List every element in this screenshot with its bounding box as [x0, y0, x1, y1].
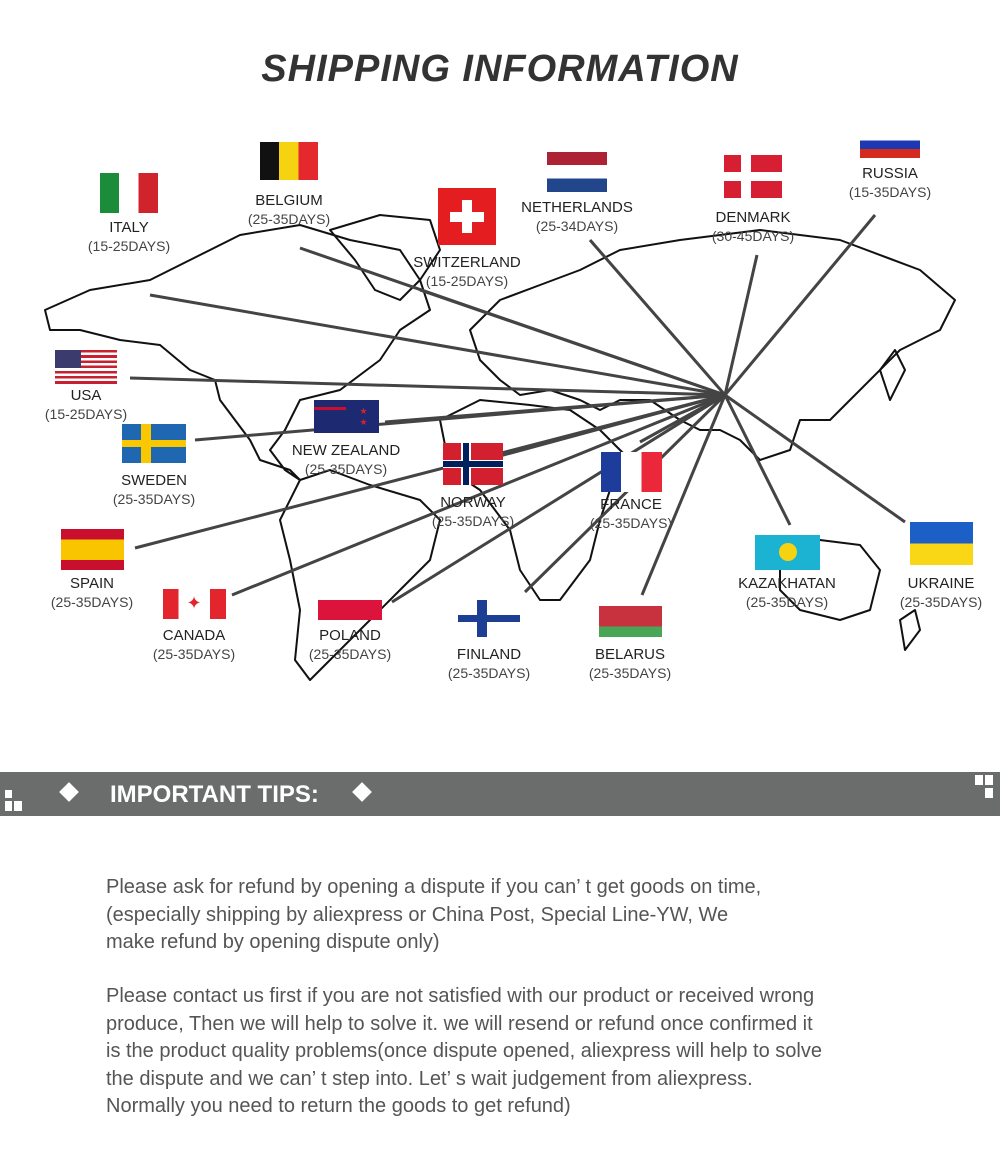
delivery-days: (25-35DAYS) [308, 646, 392, 662]
flag-sweden-icon [122, 424, 186, 463]
flag-france-icon [601, 452, 662, 492]
flag-denmark-icon [724, 155, 782, 198]
delivery-days: (15-35DAYS) [848, 184, 932, 200]
delivery-days: (15-25DAYS) [44, 406, 128, 422]
tip-line: Please contact us first if you are not satisfied with our product or received wrong [106, 985, 815, 1007]
flag-russia-icon [860, 132, 920, 158]
new-zealand-outline [900, 610, 920, 650]
flag-italy-icon [100, 173, 158, 213]
tip-paragraph-refund [106, 874, 936, 957]
country-name: NORWAY [440, 494, 506, 511]
country-name: USA [70, 387, 102, 404]
square-deco-icon [14, 801, 22, 811]
delivery-days: (25-35DAYS) [247, 211, 331, 227]
country-name: FINLAND [456, 646, 522, 663]
delivery-days: (25-35DAYS) [112, 491, 196, 507]
country-name: DENMARK [715, 209, 791, 226]
country-name: BELGIUM [255, 192, 323, 209]
delivery-days: (25-35DAYS) [431, 513, 515, 529]
important-tips-bar [0, 772, 1000, 816]
square-deco-icon [5, 801, 12, 811]
delivery-days: (15-25DAYS) [87, 238, 171, 254]
flag-canada-icon: ✦ [163, 589, 226, 619]
square-deco-icon [975, 775, 983, 785]
tip-line: the dispute and we can’ t step into. Let’ s wait judgement from aliexpress. [106, 1067, 753, 1090]
country-name: ITALY [109, 219, 149, 236]
flag-usa-icon [55, 350, 117, 384]
country-name: CANADA [162, 627, 226, 644]
square-deco-icon [5, 790, 12, 798]
diamond-icon [59, 782, 79, 802]
flag-finland-icon [458, 600, 520, 637]
country-name: NEW ZEALAND [291, 442, 401, 459]
flag-netherlands-icon [547, 152, 607, 192]
flag-belarus-icon [599, 606, 662, 637]
country-name: KAZAKHATAN [738, 575, 836, 592]
tip-line: produce, Then we will help to solve it. we will resend or refund once confirmed it [106, 1012, 813, 1035]
country-name: SWITZERLAND [413, 254, 521, 271]
delivery-days: (25-35DAYS) [588, 665, 672, 681]
flag-switzerland-icon [438, 188, 496, 245]
delivery-days: (25-35DAYS) [589, 515, 673, 531]
route-line-kazakhstan [725, 395, 790, 525]
country-name: BELARUS [594, 646, 666, 663]
route-line-finland [525, 395, 725, 592]
page-title: SHIPPING INFORMATION [261, 48, 739, 90]
country-name: UKRAINE [907, 575, 975, 592]
diamond-icon [352, 782, 372, 802]
tip-line: is the product quality problems(once dispute opened, aliexpress will help to solve [106, 1040, 822, 1062]
delivery-days: (25-35DAYS) [50, 594, 134, 610]
flag-newzealand-icon: ★ ★ [314, 400, 379, 433]
delivery-days: (15-25DAYS) [425, 273, 509, 289]
country-name: POLAND [319, 627, 381, 644]
delivery-days: (25-35DAYS) [745, 594, 829, 610]
flag-poland-icon [318, 580, 382, 620]
country-name: NETHERLANDS [521, 199, 633, 216]
route-line-ukraine [725, 395, 905, 522]
square-deco-icon [985, 788, 993, 798]
country-name: RUSSIA [862, 165, 918, 182]
delivery-days: (30-45DAYS) [711, 228, 795, 244]
flag-norway-icon [443, 443, 503, 485]
delivery-days: (25-35DAYS) [899, 594, 983, 610]
delivery-days: (25-35DAYS) [152, 646, 236, 662]
delivery-days: (25-35DAYS) [304, 461, 388, 477]
flag-kazakhstan-icon [755, 535, 820, 570]
country-name: SWEDEN [121, 472, 187, 489]
delivery-days: (25-35DAYS) [447, 665, 531, 681]
square-deco-icon [985, 775, 993, 785]
tip-line: make refund by opening dispute only) [106, 931, 440, 953]
tip-line: Please ask for refund by opening a dispute if you can’ t get goods on time, [106, 876, 762, 898]
flag-spain-icon [61, 529, 124, 570]
tip-line: Normally you need to return the goods to get refund) [106, 1095, 571, 1117]
tips-heading: IMPORTANT TIPS: [110, 781, 319, 808]
flag-belgium-icon [260, 142, 318, 180]
tip-line: (especially shipping by aliexpress or China Post, Special Line-YW, We [106, 903, 729, 926]
flag-ukraine-icon [910, 522, 973, 565]
country-name: FRANCE [600, 496, 662, 513]
country-name: SPAIN [70, 575, 114, 592]
delivery-days: (25-34DAYS) [535, 218, 619, 234]
tip-paragraph-contact [106, 983, 936, 1121]
